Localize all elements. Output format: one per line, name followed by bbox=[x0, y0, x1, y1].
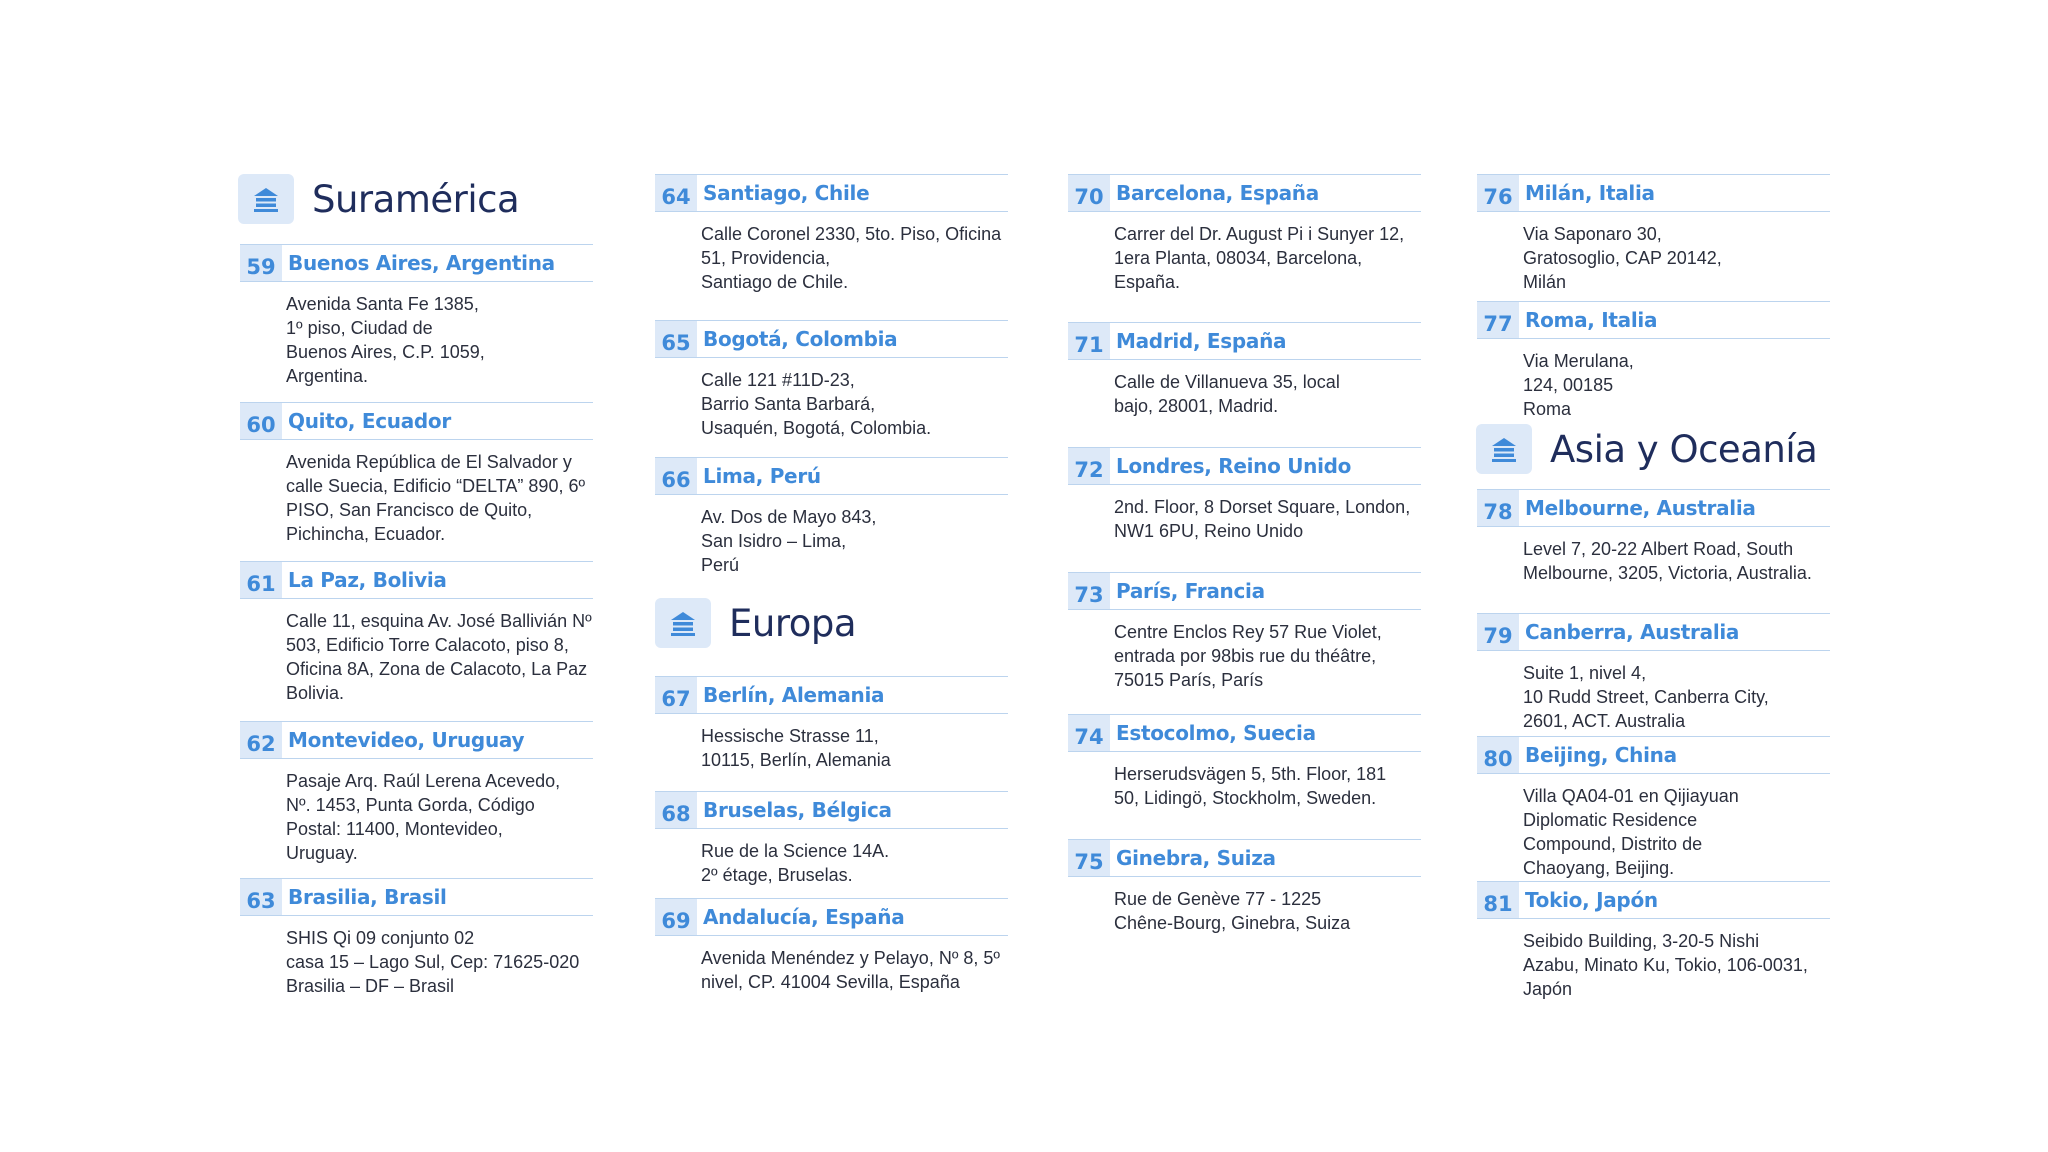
office-entry bbox=[1068, 174, 1421, 294]
address-line: Oficina 8A, Zona de Calacoto, La Paz bbox=[286, 659, 588, 679]
address-line: Suite 1, nivel 4, bbox=[1523, 663, 1647, 683]
building-icon bbox=[238, 174, 294, 224]
office-entry bbox=[1477, 489, 1830, 585]
office-entry bbox=[1477, 881, 1830, 1001]
office-number: 75 bbox=[1068, 840, 1110, 876]
office-header bbox=[1477, 613, 1830, 651]
office-address bbox=[1114, 495, 1421, 543]
office-number: 59 bbox=[240, 245, 282, 281]
office-header bbox=[240, 878, 593, 916]
address-line: Roma bbox=[1523, 399, 1572, 419]
office-address bbox=[1114, 370, 1421, 418]
section-heading-suramerica bbox=[238, 174, 519, 224]
address-line: Chaoyang, Beijing. bbox=[1523, 858, 1675, 878]
office-entry bbox=[1068, 714, 1421, 810]
office-address bbox=[1523, 349, 1830, 421]
address-line: Carrer del Dr. August Pi i Sunyer 12, bbox=[1114, 224, 1405, 244]
address-line: Bolivia. bbox=[286, 683, 345, 703]
office-entry bbox=[655, 791, 1008, 887]
office-header bbox=[1477, 881, 1830, 919]
address-line: calle Suecia, Edificio “DELTA” 890, 6º bbox=[286, 476, 586, 496]
address-line: NW1 6PU, Reino Unido bbox=[1114, 521, 1304, 541]
address-line: San Isidro – Lima, bbox=[701, 531, 847, 551]
address-line: Level 7, 20-22 Albert Road, South bbox=[1523, 539, 1794, 559]
address-line: entrada por 98bis rue du théâtre, bbox=[1114, 646, 1377, 666]
office-number: 73 bbox=[1068, 573, 1110, 609]
address-line: Azabu, Minato Ku, Tokio, 106-0031, bbox=[1523, 955, 1808, 975]
address-line: Avenida República de El Salvador y bbox=[286, 452, 572, 472]
building-icon bbox=[655, 598, 711, 648]
address-line: Argentina. bbox=[286, 366, 369, 386]
office-header bbox=[655, 320, 1008, 358]
address-line: Calle 11, esquina Av. José Ballivián Nº bbox=[286, 611, 592, 631]
office-header bbox=[1068, 322, 1421, 360]
office-address bbox=[701, 946, 1008, 994]
office-entry bbox=[1068, 572, 1421, 692]
address-line: 51, Providencia, bbox=[701, 248, 831, 268]
office-entry bbox=[1068, 322, 1421, 418]
office-header bbox=[655, 898, 1008, 936]
office-address bbox=[701, 368, 1008, 440]
address-line: Avenida Menéndez y Pelayo, Nº 8, 5º bbox=[701, 948, 1000, 968]
address-line: 503, Edificio Torre Calacoto, piso 8, bbox=[286, 635, 569, 655]
office-city: Berlín, Alemania bbox=[703, 683, 885, 707]
office-entry bbox=[655, 320, 1008, 440]
office-number: 60 bbox=[240, 403, 282, 439]
address-line: Via Saponaro 30, bbox=[1523, 224, 1662, 244]
office-address bbox=[1523, 661, 1830, 733]
office-number: 64 bbox=[655, 175, 697, 211]
office-address bbox=[701, 839, 1008, 887]
office-header bbox=[1068, 174, 1421, 212]
office-entry bbox=[240, 244, 593, 388]
office-city: Andalucía, España bbox=[703, 905, 905, 929]
address-line: Rue de la Science 14A. bbox=[701, 841, 890, 861]
office-header bbox=[240, 721, 593, 759]
address-line: Calle 121 #11D-23, bbox=[701, 370, 855, 390]
office-header bbox=[655, 174, 1008, 212]
office-header bbox=[1068, 714, 1421, 752]
office-city: Milán, Italia bbox=[1525, 181, 1655, 205]
office-entry bbox=[1477, 301, 1830, 421]
address-line: Barrio Santa Barbará, bbox=[701, 394, 876, 414]
address-line: Via Merulana, bbox=[1523, 351, 1634, 371]
section-title: Suramérica bbox=[312, 177, 520, 221]
address-line: Calle Coronel 2330, 5to. Piso, Oficina bbox=[701, 224, 1002, 244]
office-header bbox=[1477, 489, 1830, 527]
office-city: Roma, Italia bbox=[1525, 308, 1658, 332]
address-line: Buenos Aires, C.P. 1059, bbox=[286, 342, 485, 362]
office-city: Melbourne, Australia bbox=[1525, 496, 1756, 520]
office-header bbox=[240, 402, 593, 440]
address-line: Usaquén, Bogotá, Colombia. bbox=[701, 418, 932, 438]
office-number: 76 bbox=[1477, 175, 1519, 211]
office-city: Santiago, Chile bbox=[703, 181, 870, 205]
office-city: Canberra, Australia bbox=[1525, 620, 1740, 644]
office-address bbox=[1114, 887, 1421, 935]
office-entry bbox=[1477, 736, 1830, 880]
address-line: 2nd. Floor, 8 Dorset Square, London, bbox=[1114, 497, 1411, 517]
office-entry bbox=[655, 898, 1008, 994]
office-address bbox=[286, 450, 593, 546]
address-line: Japón bbox=[1523, 979, 1573, 999]
address-line: Pasaje Arq. Raúl Lerena Acevedo, bbox=[286, 771, 561, 791]
address-line: Nº. 1453, Punta Gorda, Código bbox=[286, 795, 535, 815]
address-line: Milán bbox=[1523, 272, 1567, 292]
address-line: 10115, Berlín, Alemania bbox=[701, 750, 891, 770]
office-address bbox=[1523, 222, 1830, 294]
office-header bbox=[1068, 572, 1421, 610]
office-city: Bogotá, Colombia bbox=[703, 327, 898, 351]
office-number: 66 bbox=[655, 458, 697, 494]
office-address bbox=[286, 926, 593, 998]
office-city: Lima, Perú bbox=[703, 464, 821, 488]
address-line: 1º piso, Ciudad de bbox=[286, 318, 433, 338]
address-line: Villa QA04-01 en Qijiayuan bbox=[1523, 786, 1739, 806]
office-city: Estocolmo, Suecia bbox=[1116, 721, 1316, 745]
address-line: Calle de Villanueva 35, local bbox=[1114, 372, 1340, 392]
office-header bbox=[655, 791, 1008, 829]
office-number: 74 bbox=[1068, 715, 1110, 751]
address-line: bajo, 28001, Madrid. bbox=[1114, 396, 1279, 416]
office-header bbox=[655, 457, 1008, 495]
address-line: Avenida Santa Fe 1385, bbox=[286, 294, 479, 314]
office-address bbox=[286, 609, 593, 705]
address-line: Hessische Strasse 11, bbox=[701, 726, 879, 746]
office-city: La Paz, Bolivia bbox=[288, 568, 447, 592]
office-entry bbox=[1068, 447, 1421, 543]
office-number: 71 bbox=[1068, 323, 1110, 359]
address-line: Diplomatic Residence bbox=[1523, 810, 1698, 830]
section-heading-europa bbox=[655, 598, 856, 648]
office-entry bbox=[240, 561, 593, 705]
office-city: Brasilia, Brasil bbox=[288, 885, 447, 909]
office-city: Buenos Aires, Argentina bbox=[288, 251, 555, 275]
office-entry bbox=[1068, 839, 1421, 935]
office-city: Bruselas, Bélgica bbox=[703, 798, 892, 822]
section-heading-asia bbox=[1476, 424, 1817, 474]
office-number: 67 bbox=[655, 677, 697, 713]
office-number: 69 bbox=[655, 899, 697, 935]
office-address bbox=[1523, 537, 1830, 585]
office-number: 68 bbox=[655, 792, 697, 828]
address-line: PISO, San Francisco de Quito, bbox=[286, 500, 533, 520]
building-icon bbox=[1476, 424, 1532, 474]
office-header bbox=[655, 676, 1008, 714]
office-number: 80 bbox=[1477, 737, 1519, 773]
office-number: 77 bbox=[1477, 302, 1519, 338]
office-entry bbox=[240, 402, 593, 546]
address-line: Pichincha, Ecuador. bbox=[286, 524, 446, 544]
address-line: Chêne-Bourg, Ginebra, Suiza bbox=[1114, 913, 1351, 933]
office-city: Madrid, España bbox=[1116, 329, 1287, 353]
address-line: 2º étage, Bruselas. bbox=[701, 865, 853, 885]
address-line: Rue de Genève 77 - 1225 bbox=[1114, 889, 1322, 909]
office-address bbox=[286, 292, 593, 388]
office-city: Barcelona, España bbox=[1116, 181, 1319, 205]
address-line: Perú bbox=[701, 555, 740, 575]
office-number: 78 bbox=[1477, 490, 1519, 526]
address-line: Brasilia – DF – Brasil bbox=[286, 976, 455, 996]
address-line: 1era Planta, 08034, Barcelona, bbox=[1114, 248, 1363, 268]
office-entry bbox=[655, 676, 1008, 772]
address-line: Seibido Building, 3-20-5 Nishi bbox=[1523, 931, 1760, 951]
address-line: Herserudsvägen 5, 5th. Floor, 181 bbox=[1114, 764, 1387, 784]
address-line: casa 15 – Lago Sul, Cep: 71625-020 bbox=[286, 952, 580, 972]
office-address bbox=[701, 505, 1008, 577]
office-entry bbox=[655, 457, 1008, 577]
office-number: 65 bbox=[655, 321, 697, 357]
office-city: Beijing, China bbox=[1525, 743, 1677, 767]
office-city: Ginebra, Suiza bbox=[1116, 846, 1276, 870]
office-number: 81 bbox=[1477, 882, 1519, 918]
office-header bbox=[1477, 301, 1830, 339]
office-city: París, Francia bbox=[1116, 579, 1265, 603]
office-city: Quito, Ecuador bbox=[288, 409, 451, 433]
office-city: Tokio, Japón bbox=[1525, 888, 1658, 912]
address-line: Centre Enclos Rey 57 Rue Violet, bbox=[1114, 622, 1382, 642]
address-line: Uruguay. bbox=[286, 843, 358, 863]
office-address bbox=[1114, 222, 1421, 294]
office-header bbox=[240, 244, 593, 282]
office-address bbox=[701, 222, 1008, 294]
address-line: Compound, Distrito de bbox=[1523, 834, 1703, 854]
office-entry bbox=[1477, 174, 1830, 294]
office-number: 62 bbox=[240, 722, 282, 758]
office-address bbox=[1114, 620, 1421, 692]
office-entry bbox=[655, 174, 1008, 294]
office-header bbox=[1068, 447, 1421, 485]
address-line: 75015 París, París bbox=[1114, 670, 1264, 690]
office-number: 79 bbox=[1477, 614, 1519, 650]
office-entry bbox=[1477, 613, 1830, 733]
address-line: Gratosoglio, CAP 20142, bbox=[1523, 248, 1722, 268]
office-header bbox=[1068, 839, 1421, 877]
office-number: 72 bbox=[1068, 448, 1110, 484]
address-line: Av. Dos de Mayo 843, bbox=[701, 507, 877, 527]
address-line: 50, Lidingö, Stockholm, Sweden. bbox=[1114, 788, 1377, 808]
address-line: nivel, CP. 41004 Sevilla, España bbox=[701, 972, 960, 992]
office-address bbox=[701, 724, 1008, 772]
office-city: Londres, Reino Unido bbox=[1116, 454, 1352, 478]
office-header bbox=[1477, 736, 1830, 774]
office-header bbox=[1477, 174, 1830, 212]
address-line: España. bbox=[1114, 272, 1181, 292]
section-title: Asia y Oceanía bbox=[1550, 427, 1818, 471]
address-line: Melbourne, 3205, Victoria, Australia. bbox=[1523, 563, 1812, 583]
office-address bbox=[1523, 929, 1830, 1001]
office-number: 61 bbox=[240, 562, 282, 598]
office-entry bbox=[240, 721, 593, 865]
address-line: 2601, ACT. Australia bbox=[1523, 711, 1686, 731]
office-address bbox=[1114, 762, 1421, 810]
office-address bbox=[1523, 784, 1830, 880]
address-line: 124, 00185 bbox=[1523, 375, 1614, 395]
office-entry bbox=[240, 878, 593, 998]
section-title: Europa bbox=[729, 601, 857, 645]
address-line: SHIS Qi 09 conjunto 02 bbox=[286, 928, 475, 948]
office-number: 70 bbox=[1068, 175, 1110, 211]
office-header bbox=[240, 561, 593, 599]
address-line: Postal: 11400, Montevideo, bbox=[286, 819, 503, 839]
office-number: 63 bbox=[240, 879, 282, 915]
office-address bbox=[286, 769, 593, 865]
office-city: Montevideo, Uruguay bbox=[288, 728, 525, 752]
address-line: 10 Rudd Street, Canberra City, bbox=[1523, 687, 1769, 707]
address-line: Santiago de Chile. bbox=[701, 272, 849, 292]
